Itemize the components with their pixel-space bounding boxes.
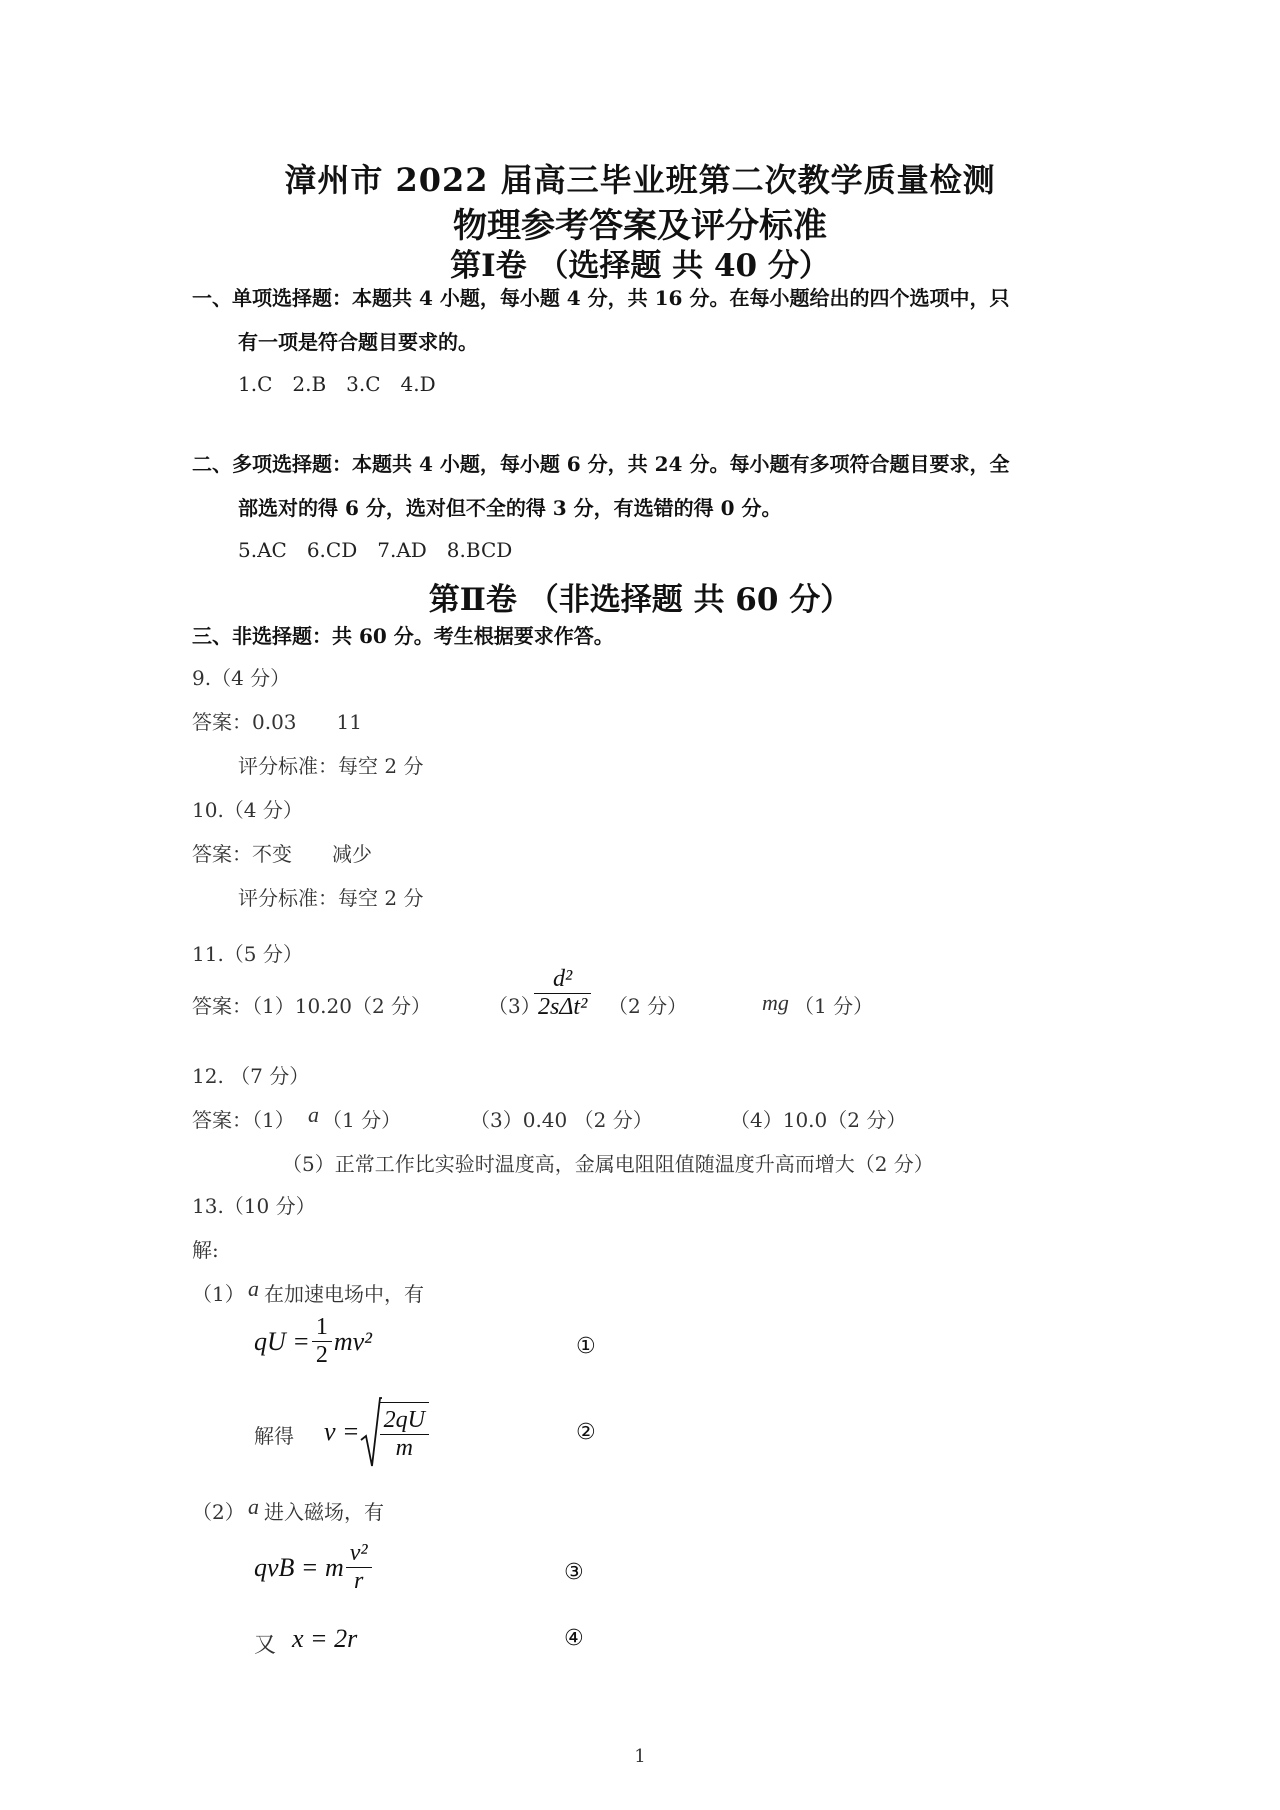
section2-heading-line2: 部选对的得 6 分，选对但不全的得 3 分，有选错的得 0 分。 — [238, 496, 782, 520]
q13-eq2-denominator: m — [380, 1434, 429, 1462]
part1-heading: 第Ⅰ卷 （选择题 共 40 分） — [450, 248, 830, 284]
q10-answer: 答案：不变 减少 — [192, 842, 372, 866]
q13-eq1-mark: ① — [576, 1334, 596, 1359]
section3-heading: 三、非选择题：共 60 分。考生根据要求作答。 — [192, 624, 614, 648]
q11-fraction — [534, 966, 591, 1021]
q13-eq2-left: v = — [324, 1417, 360, 1446]
q13-part2-text: 进入磁场，有 — [264, 1500, 384, 1524]
q11-answer-mg: mg — [762, 990, 789, 1015]
q13-eq1-denominator: 2 — [312, 1341, 332, 1369]
q13-eq2-numerator: 2qU — [383, 1407, 425, 1433]
q13-eq3-denominator: r — [346, 1567, 372, 1595]
q12-answer5: （5）正常工作比实验时温度高，金属电阻阻值随温度升高而增大（2 分） — [282, 1152, 934, 1176]
q11-answer-part3-prefix: （3） — [488, 994, 541, 1018]
q13-part2-prefix: （2） — [192, 1500, 245, 1524]
section2-heading-line1: 二、多项选择题：本题共 4 小题，每小题 6 分，共 24 分。每小题有多项符合题目要求，全 — [192, 452, 1010, 476]
q9-answer: 答案：0.03 11 — [192, 710, 362, 734]
section1-answers: 1.C 2.B 3.C 4.D — [238, 372, 436, 396]
q11-fraction-numerator: d² — [553, 966, 573, 992]
q12-answer1-var: a — [308, 1102, 319, 1127]
section1-heading-line1: 一、单项选择题：本题共 4 小题，每小题 4 分，共 16 分。在每小题给出的四个选项中，只 — [192, 286, 1010, 310]
q11-fraction-denominator: 2sΔt² — [534, 993, 591, 1021]
q9-scoring: 评分标准：每空 2 分 — [238, 754, 424, 778]
section2-answers: 5.AC 6.CD 7.AD 8.BCD — [238, 538, 513, 562]
q13-eq2-mark: ② — [576, 1420, 596, 1445]
q13-eq1-numerator: 1 — [315, 1314, 328, 1340]
q13-eq1-right: mv² — [333, 1326, 372, 1356]
q13-eq2-prefix: 解得 — [254, 1424, 294, 1448]
q13-part2-var: a — [248, 1494, 259, 1519]
sqrt-symbol — [360, 1396, 382, 1468]
q13-equation3 — [254, 1540, 372, 1595]
section1-heading-line2: 有一项是符合题目要求的。 — [238, 330, 478, 354]
q13-eq3-numerator: v² — [349, 1540, 368, 1566]
q13-equation2 — [324, 1396, 429, 1468]
document-subtitle: 物理参考答案及评分标准 — [453, 206, 827, 246]
q13-eq3-left: qvB = m — [254, 1552, 344, 1582]
q13-eq4-mark: ④ — [564, 1626, 584, 1651]
q13-eq3-mark: ③ — [564, 1560, 584, 1585]
q13-eq4-prefix: 又 — [254, 1633, 277, 1658]
page-number: 1 — [634, 1746, 646, 1767]
q12-label: 12. （7 分） — [192, 1064, 310, 1088]
q13-equation1 — [254, 1314, 372, 1369]
q13-part1-prefix: （1） — [192, 1282, 245, 1306]
q11-answer-part1: 答案：（1）10.20（2 分） — [192, 994, 432, 1018]
q11-answer-mg-score: （1 分） — [794, 994, 874, 1018]
q12-answer4: （4）10.0（2 分） — [730, 1108, 907, 1132]
q9-label: 9.（4 分） — [192, 666, 291, 690]
q10-scoring: 评分标准：每空 2 分 — [238, 886, 424, 910]
q13-solution-label: 解: — [192, 1238, 219, 1262]
q11-answer-part3-score: （2 分） — [608, 994, 688, 1018]
q13-eq4: x = 2r — [292, 1624, 358, 1653]
q11-label: 11.（5 分） — [192, 942, 303, 966]
q13-label: 13.（10 分） — [192, 1194, 316, 1218]
q12-answer3: （3）0.40 （2 分） — [470, 1108, 653, 1132]
part2-heading: 第Ⅱ卷 （非选择题 共 60 分） — [428, 582, 852, 618]
q13-eq1-left: qU = — [254, 1326, 310, 1356]
q12-answer1-prefix: 答案：（1） — [192, 1108, 295, 1132]
q13-part1-text: 在加速电场中，有 — [264, 1282, 424, 1306]
q10-label: 10.（4 分） — [192, 798, 303, 822]
document-title: 漳州市 2022 届高三毕业班第二次教学质量检测 — [284, 161, 996, 199]
q12-answer1-score: （1 分） — [322, 1108, 402, 1132]
q13-part1-var: a — [248, 1276, 259, 1301]
